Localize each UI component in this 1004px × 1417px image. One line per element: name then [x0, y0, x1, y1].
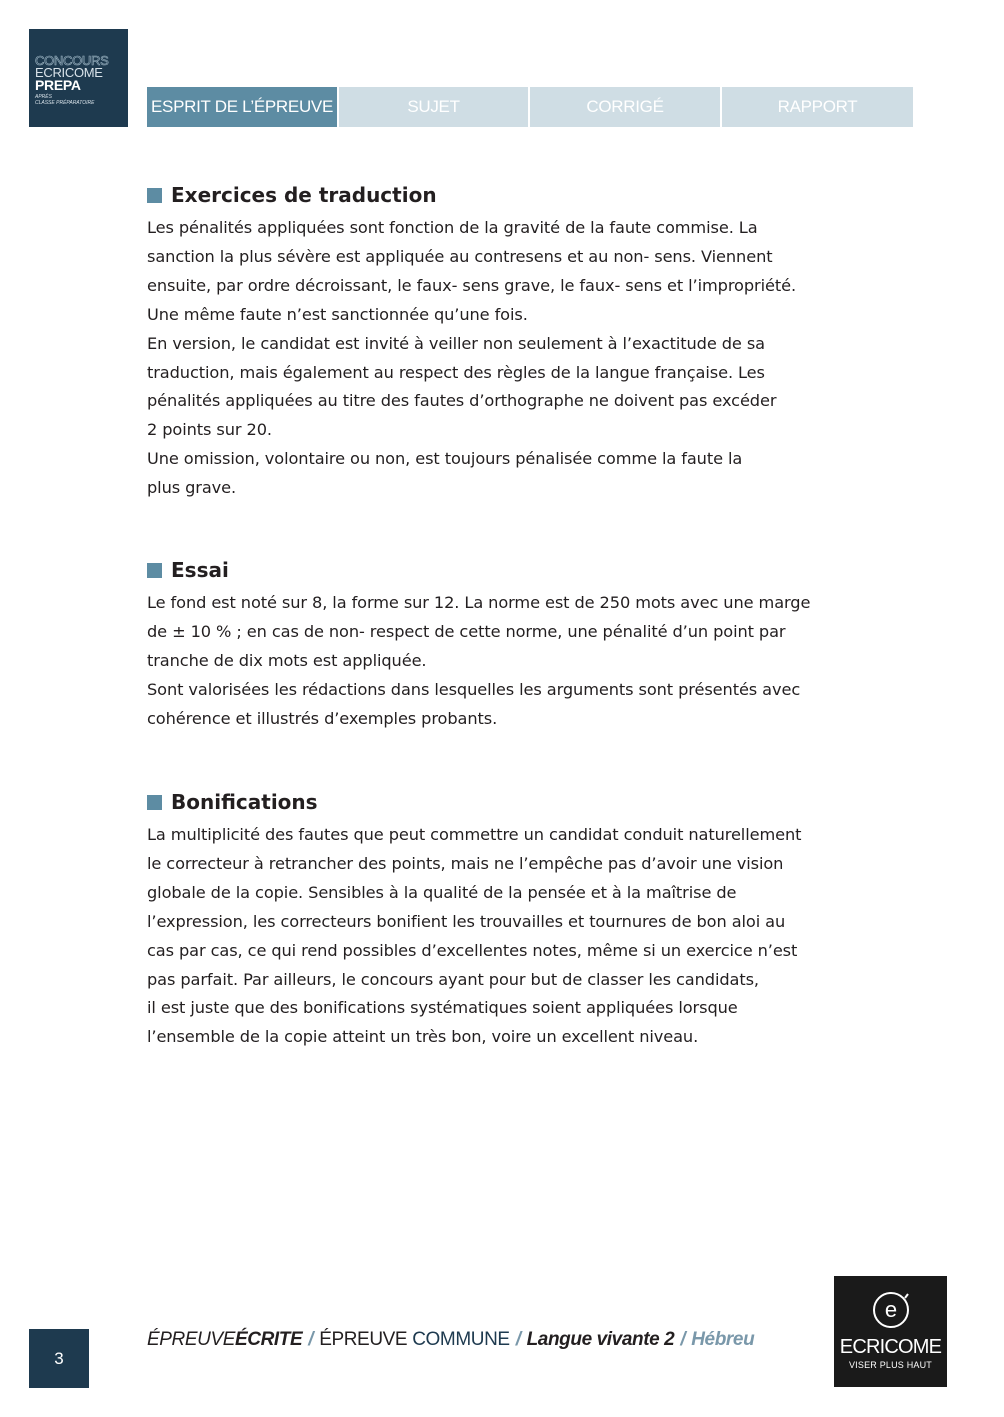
section-tabs: [147, 87, 913, 127]
text-line: La multiplicité des fautes que peut commettre un candidat conduit naturellement: [147, 825, 802, 844]
footer-separator: /: [680, 1329, 686, 1350]
text-line: En version, le candidat est invité à veiller non seulement à l’exactitude de sa: [147, 333, 765, 353]
section-essai: [147, 556, 837, 734]
section-heading: [147, 181, 837, 209]
tab-esprit-epreuve[interactable]: ESPRIT DE L’ÉPREUVE: [147, 87, 337, 127]
ecricome-tagline: VISER PLUS HAUT: [848, 1360, 933, 1370]
section-bonifications: [147, 788, 837, 1052]
logo-ecricome: ECRICOME: [35, 65, 103, 80]
footer-ecrite: ÉCRITE: [235, 1329, 303, 1350]
footer-langue: Langue vivante 2: [526, 1329, 675, 1350]
page-number: 3: [29, 1329, 89, 1388]
text-line: Une même faute n’est sanctionnée qu’une fois.: [147, 304, 528, 324]
text-line: ensuite, par ordre décroissant, le faux- sens grave, le faux- sens et l’impropriété.: [147, 275, 796, 295]
concours-logo: [29, 29, 128, 127]
text-line: plus grave.: [147, 478, 237, 498]
text-line: le correcteur à retrancher des points, mais ne l’empêche pas d’avoir une vision: [147, 853, 784, 873]
logo-concours: CONCOURS: [35, 53, 109, 68]
logo-small-classe: CLASSE PRÉPARATOIRE: [35, 100, 95, 106]
text-line: l’expression, les correcteurs bonifient les trouvailles et tournures de bon aloi au: [147, 911, 786, 931]
square-bullet-icon: [147, 188, 162, 203]
text-line: il est juste que des bonifications systématiques soient appliquées lorsque: [147, 998, 738, 1018]
text-line: de ± 10 % ; en cas de non- respect de cette norme, une pénalité d’un point par: [147, 621, 786, 641]
section-paragraph: [147, 821, 837, 1052]
ecricome-e-icon: [870, 1288, 912, 1332]
logo-prepa: PREPA: [35, 77, 81, 93]
footer-epreuve: ÉPREUVE: [147, 1329, 236, 1350]
footer-separator: /: [308, 1329, 314, 1350]
text-line: pas parfait. Par ailleurs, le concours ayant pour but de classer les candidats,: [147, 969, 759, 989]
text-line: pénalités appliquées au titre des fautes d’orthographe ne doivent pas excéder: [147, 391, 777, 411]
ecricome-logo: [834, 1276, 947, 1387]
text-line: l’ensemble de la copie atteint un très bon, voire un excellent niveau.: [147, 1027, 699, 1047]
text-line: cohérence et illustrés d’exemples probants.: [147, 708, 498, 728]
ecricome-letter: e: [884, 1297, 898, 1322]
section-heading: [147, 556, 837, 584]
footer-commune: COMMUNE: [412, 1329, 510, 1350]
section-paragraph: [147, 589, 837, 734]
section-title-text: Bonifications: [171, 790, 318, 814]
text-line: Le fond est noté sur 8, la forme sur 12. La norme est de 250 mots avec une marge: [147, 593, 811, 612]
ecricome-name: ECRICOME: [839, 1336, 942, 1358]
text-line: cas par cas, ce qui rend possibles d’excellentes notes, même si un exercice n’est: [147, 940, 798, 960]
section-heading: [147, 788, 837, 816]
section-title-text: Essai: [171, 558, 229, 582]
section-paragraph: [147, 214, 837, 503]
square-bullet-icon: [147, 563, 162, 578]
footer-epreuve-2: ÉPREUVE: [319, 1329, 408, 1350]
text-line: traduction, mais également au respect des règles de la langue française. Les: [147, 362, 765, 382]
section-title-text: Exercices de traduction: [171, 183, 437, 207]
text-line: sanction la plus sévère est appliquée au contresens et au non- sens. Viennent: [147, 246, 773, 266]
tab-rapport[interactable]: RAPPORT: [722, 87, 913, 127]
square-bullet-icon: [147, 795, 162, 810]
text-line: Une omission, volontaire ou non, est toujours pénalisée comme la faute la: [147, 449, 743, 469]
footer-hebreu: Hébreu: [691, 1329, 755, 1350]
text-line: 2 points sur 20.: [147, 420, 272, 440]
section-traduction: [147, 181, 837, 503]
text-line: tranche de dix mots est appliquée.: [147, 650, 427, 670]
text-line: globale de la copie. Sensibles à la qualité de la pensée et à la maîtrise de: [147, 882, 737, 902]
footer-separator: /: [515, 1329, 521, 1350]
text-line: Sont valorisées les rédactions dans lesquelles les arguments sont présentés avec: [147, 679, 801, 699]
footer-title: [147, 1326, 754, 1354]
text-line: Les pénalités appliquées sont fonction de la gravité de la faute commise. La: [147, 218, 758, 237]
tab-sujet[interactable]: SUJET: [339, 87, 528, 127]
logo-small-apres: APRÈS: [35, 94, 52, 100]
tab-corrige[interactable]: CORRIGÉ: [530, 87, 720, 127]
